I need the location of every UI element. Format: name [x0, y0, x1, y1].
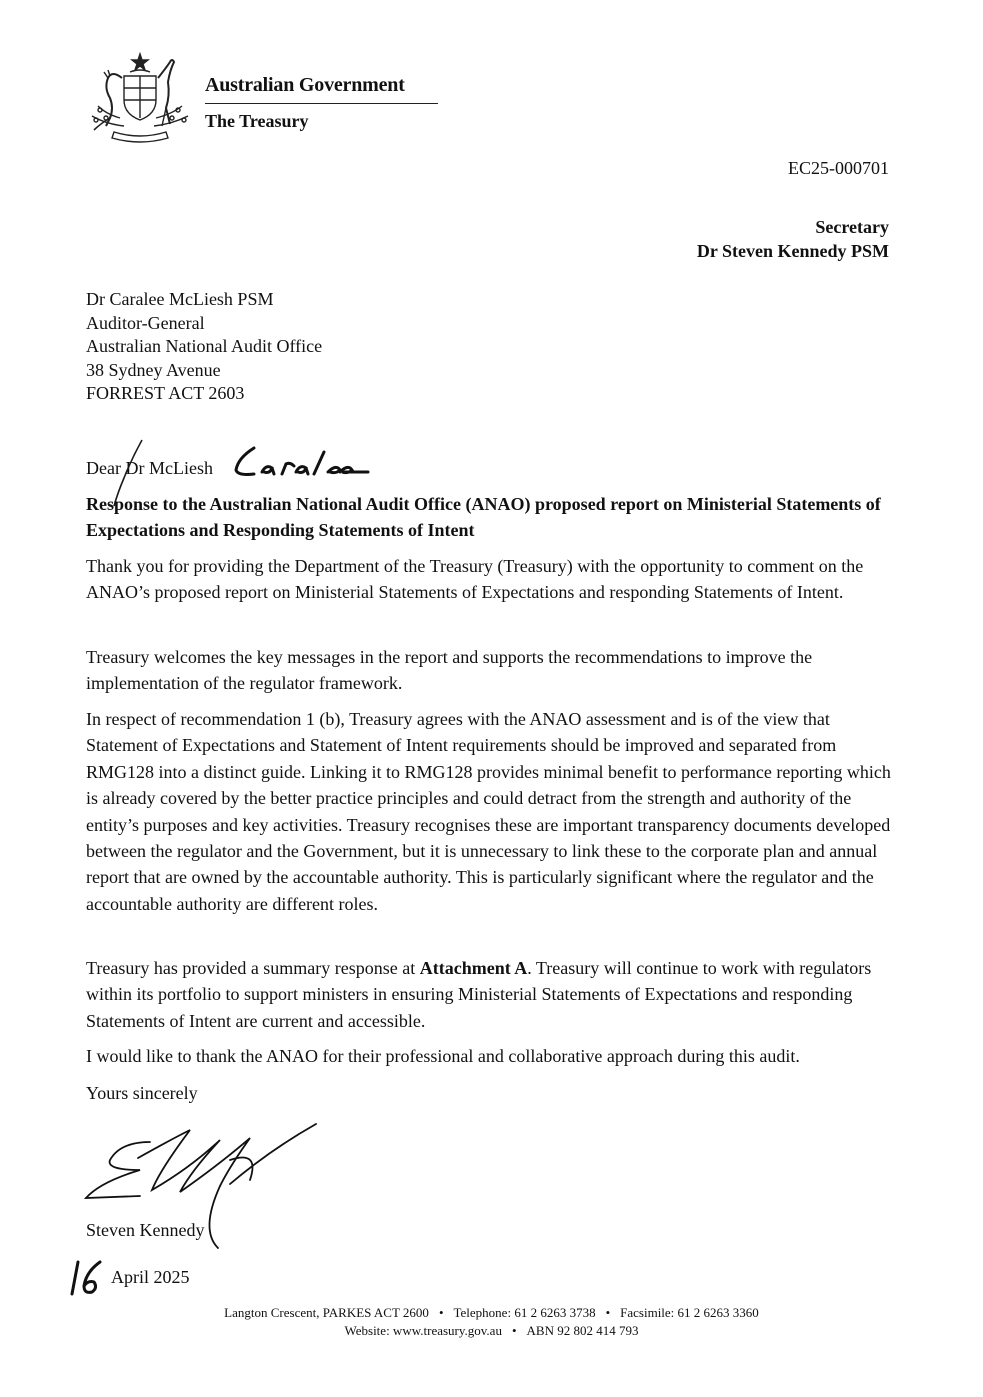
closing-phrase: Yours sincerely — [86, 1083, 198, 1103]
footer-address: Langton Crescent, PARKES ACT 2600 — [224, 1305, 429, 1320]
body-paragraph-3: In respect of recommendation 1 (b), Treasury agrees with the ANAO assessment and is of the view that Statement of Expectations and Statement of Intent requirements should be improved and separated from RMG128 into a distinct guide. Linking it to RMG128 provides minimal benefit to performance reporting which is already covered by the better practice principles and could detract from the strength and authority of the entity’s purposes and key activities. Treasury recognises these are important transparency documents developed between the regulator and the Government, but it is unnecessary to link these to the corporate plan and annual report that are owned by the accountable authority. This is particularly significant where the regulator and the accountable authority are different roles. — [86, 709, 891, 914]
subject-heading: Response to the Australian National Audit Office (ANAO) proposed report on Ministerial Statements of Expectations and Responding Statements of Intent — [86, 494, 881, 540]
recipient-street: 38 Sydney Avenue — [86, 359, 221, 380]
footer-telephone: Telephone: 61 2 6263 3738 — [453, 1305, 596, 1320]
body-paragraph-2: Treasury welcomes the key messages in the report and supports the recommendations to improve the implementation of the regulator framework. — [86, 647, 813, 694]
signer-name: Steven Kennedy — [86, 1220, 205, 1240]
reference-number: EC25-000701 — [788, 158, 889, 178]
footer-facsimile: Facsimile: 61 2 6263 3360 — [620, 1305, 759, 1320]
government-name: Australian Government — [205, 74, 405, 96]
footer-abn: ABN 92 802 414 793 — [526, 1323, 639, 1338]
date-month-year: April 2025 — [111, 1267, 190, 1287]
signer-header — [697, 215, 889, 263]
body-paragraph-4 — [86, 955, 896, 1034]
footer-bullet: • — [511, 1323, 517, 1338]
letterhead-divider — [205, 103, 438, 104]
p4-text-after: . Treasury will continue to work with regulators within its portfolio to support ministers in ensuring Ministerial Statements of Expectations and responding Statements of Intent are current and accessible. — [86, 958, 872, 1031]
recipient-name: Dr Caralee McLiesh PSM — [86, 289, 274, 309]
recipient-title: Auditor-General — [86, 312, 205, 333]
signer-header-name: Dr Steven Kennedy PSM — [696, 241, 889, 261]
handwritten-first-name — [232, 438, 372, 483]
coat-of-arms-icon — [84, 48, 196, 144]
department-name: The Treasury — [205, 111, 309, 131]
body-paragraph-1: Thank you for providing the Department of the Treasury (Treasury) with the opportunity to comment on the ANAO’s proposed report on Ministerial Statements of Expectations and responding Statements of Intent. — [86, 556, 864, 603]
footer-bullet: • — [438, 1305, 444, 1320]
p4-text-before: Treasury has provided a summary response at — [86, 958, 420, 978]
footer-web-line — [0, 1323, 983, 1339]
handwritten-day — [66, 1258, 108, 1298]
salutation: Dear Dr McLiesh — [86, 458, 213, 478]
footer-website[interactable]: Website: www.treasury.gov.au — [344, 1323, 502, 1338]
footer-contact-line — [0, 1305, 983, 1321]
recipient-address — [86, 288, 322, 406]
signer-title: Secretary — [815, 217, 889, 237]
recipient-locality: FORREST ACT 2603 — [86, 383, 245, 403]
footer-bullet: • — [605, 1305, 611, 1320]
recipient-organisation: Australian National Audit Office — [86, 336, 323, 356]
attachment-reference: Attachment A — [419, 958, 528, 978]
body-paragraph-5: I would like to thank the ANAO for their professional and collaborative approach during this audit. — [86, 1046, 800, 1066]
